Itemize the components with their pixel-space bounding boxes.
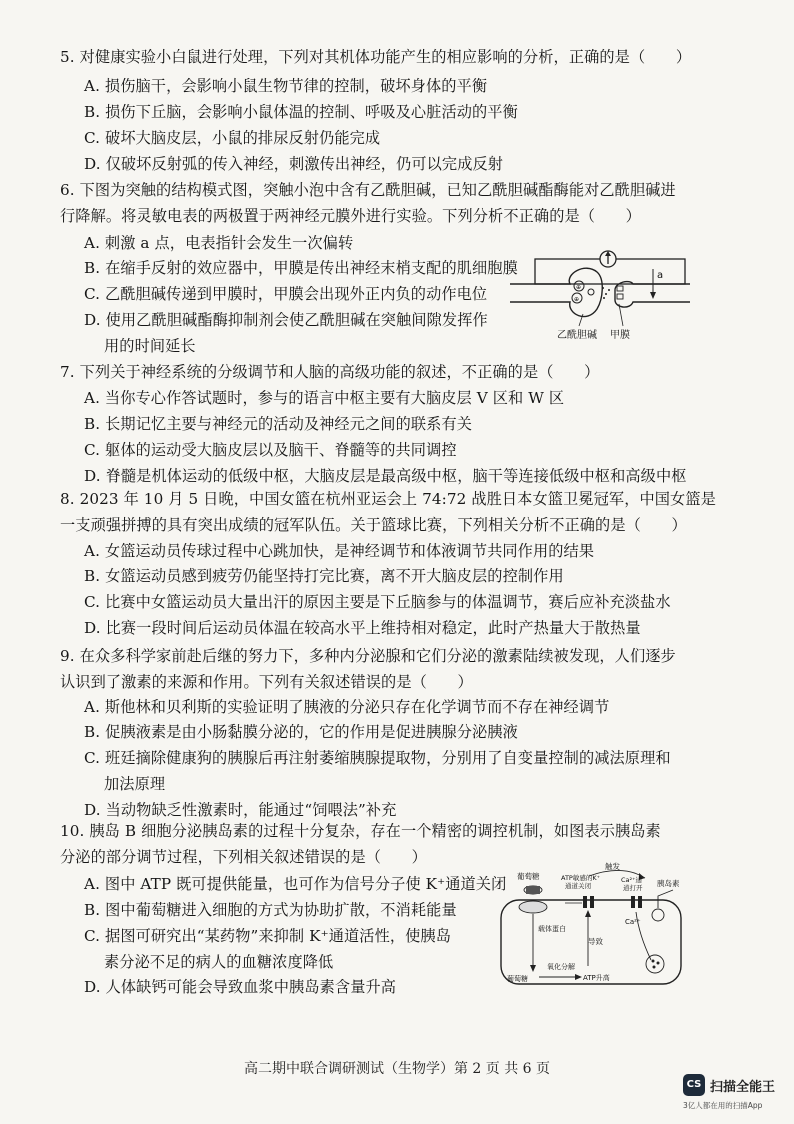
- scanner-logo-icon: CS: [683, 1074, 705, 1096]
- question-stem: 一支顽强拼搏的具有突出成绩的冠军队伍。关于篮球比赛，下列相关分析不正确的是（ ）: [60, 516, 687, 534]
- question-stem: 5. 对健康实验小白鼠进行处理，下列对其机体功能产生的相应影响的分析，正确的是（ ）: [60, 48, 692, 66]
- answer-option: B. 促胰液素是由小肠黏膜分泌的，它的作用是促进胰腺分泌胰液: [84, 723, 518, 741]
- answer-option: D. 当动物缺乏性激素时，能通过“饲喂法”补充: [84, 801, 397, 819]
- label-leads-to: 导致: [588, 937, 603, 946]
- answer-option: D. 使用乙酰胆碱酯酶抑制剂会使乙酰胆碱在突触间隙发挥作: [84, 311, 488, 329]
- label-trigger: 触发: [605, 862, 620, 871]
- label-a: a: [657, 270, 664, 281]
- answer-option: D. 仅破坏反射弧的传入神经，刺激传出神经，仍可以完成反射: [84, 155, 504, 173]
- question-stem: 10. 胰岛 B 细胞分泌胰岛素的过程十分复杂，存在一个精密的调控机制，如图表示胰岛素: [60, 822, 661, 840]
- answer-option: D. 比赛一段时间后运动员体温在较高水平上维持相对稳定，此时产热量大于散热量: [84, 619, 641, 637]
- question-stem: 6. 下图为突触的结构模式图，突触小泡中含有乙酰胆碱，已知乙酰胆碱酯酶能对乙酰胆碱进: [60, 181, 676, 199]
- answer-option: D. 脊髓是机体运动的低级中枢，大脑皮层是最高级中枢，脑干等连接低级中枢和高级中枢: [84, 467, 687, 485]
- answer-option: B. 女篮运动员感到疲劳仍能坚持打完比赛，离不开大脑皮层的控制作用: [84, 567, 564, 585]
- answer-option: C. 乙酰胆碱传递到甲膜时，甲膜会出现外正内负的动作电位: [84, 285, 488, 303]
- label-atp-k-2: 通道关闭: [565, 882, 591, 890]
- answer-option: A. 损伤脑干，会影响小鼠生物节律的控制，破坏身体的平衡: [84, 77, 488, 95]
- answer-option: A. 刺激 a 点，电表指针会发生一次偏转: [84, 234, 354, 252]
- answer-option: 加法原理: [104, 775, 166, 793]
- label-carrier: 载体蛋白: [538, 925, 566, 933]
- scanner-tagline: 3亿人都在用的扫描App: [683, 1101, 763, 1110]
- scanner-name: 扫描全能王: [710, 1080, 776, 1095]
- answer-option: B. 在缩手反射的效应器中，甲膜是传出神经末梢支配的肌细胞膜: [84, 259, 518, 277]
- answer-option: 用的时间延长: [104, 337, 196, 355]
- answer-option: B. 长期记忆主要与神经元的活动及神经元之间的联系有关: [84, 415, 473, 433]
- label-glucose-inside: 葡萄糖: [507, 975, 528, 983]
- label-atp-k-1: ATP敏感的K⁺: [561, 874, 601, 882]
- answer-option: A. 当你专心作答试题时，参与的语言中枢主要有大脑皮层 V 区和 W 区: [84, 389, 565, 407]
- answer-option: C. 比赛中女篮运动员大量出汗的原因主要是下丘脑参与的体温调节，赛后应补充淡盐水: [84, 593, 671, 611]
- answer-option: C. 班廷摘除健康狗的胰腺后再注射萎缩胰腺提取物，分别用了自变量控制的减法原理和: [84, 749, 671, 767]
- label-glucose-outside: 葡萄糖: [517, 872, 540, 881]
- insulin-figure: [493, 860, 698, 990]
- question-stem: 认识到了激素的来源和作用。下列有关叙述错误的是（ ）: [60, 673, 473, 691]
- answer-option: C. 破坏大脑皮层，小鼠的排尿反射仍能完成: [84, 129, 381, 147]
- synapse-figure: [505, 244, 695, 344]
- answer-option: A. 女篮运动员传球过程中心跳加快，是神经调节和体液调节共同作用的结果: [84, 542, 595, 560]
- answer-option: A. 图中 ATP 既可提供能量，也可作为信号分子使 K⁺通道关闭: [84, 875, 507, 893]
- answer-option: B. 图中葡萄糖进入细胞的方式为协助扩散，不消耗能量: [84, 901, 457, 919]
- answer-option: C. 躯体的运动受大脑皮层以及脑干、脊髓等的共同调控: [84, 441, 457, 459]
- answer-option: D. 人体缺钙可能会导致血浆中胰岛素含量升高: [84, 978, 397, 996]
- svg-text:⊕: ⊕: [576, 284, 582, 291]
- svg-text:⊕: ⊕: [574, 296, 580, 303]
- answer-option: 素分泌不足的病人的血糖浓度降低: [104, 953, 334, 971]
- label-insulin: 胰岛素: [657, 879, 680, 888]
- answer-option: B. 损伤下丘脑，会影响小鼠体温的控制、呼吸及心脏活动的平衡: [84, 103, 518, 121]
- label-ca-2: 道打开: [623, 884, 643, 892]
- question-stem: 分泌的部分调节过程，下列相关叙述错误的是（ ）: [60, 848, 427, 866]
- label-atp-rise: ATP升高: [583, 974, 610, 982]
- label-membrane: 甲膜: [610, 330, 630, 341]
- label-ca-1: Ca²⁺通: [621, 876, 643, 884]
- answer-option: C. 据图可研究出“某药物”来抑制 K⁺通道活性，使胰岛: [84, 927, 452, 945]
- label-ca-ion: Ca²⁺: [625, 918, 641, 926]
- question-stem: 7. 下列关于神经系统的分级调节和人脑的高级功能的叙述，不正确的是（ ）: [60, 363, 600, 381]
- question-stem: 8. 2023 年 10 月 5 日晚，中国女篮在杭州亚运会上 74:72 战胜日本女篮卫冕冠军，中国女篮是: [60, 490, 716, 508]
- page-footer: 高二期中联合调研测试（生物学）第 2 页 共 6 页: [243, 1061, 551, 1077]
- answer-option: A. 斯他林和贝利斯的实验证明了胰液的分泌只存在化学调节而不存在神经调节: [84, 698, 610, 716]
- question-stem: 9. 在众多科学家前赴后继的努力下，多种内分泌腺和它们分泌的激素陆续被发现，人们逐步: [60, 647, 676, 665]
- label-acetylcholine: 乙酰胆碱: [557, 330, 597, 341]
- question-stem: 行降解。将灵敏电表的两极置于两神经元膜外进行实验。下列分析不正确的是（ ）: [60, 207, 641, 225]
- scanner-watermark: [683, 1074, 783, 1118]
- label-oxidation: 氧化分解: [547, 963, 575, 971]
